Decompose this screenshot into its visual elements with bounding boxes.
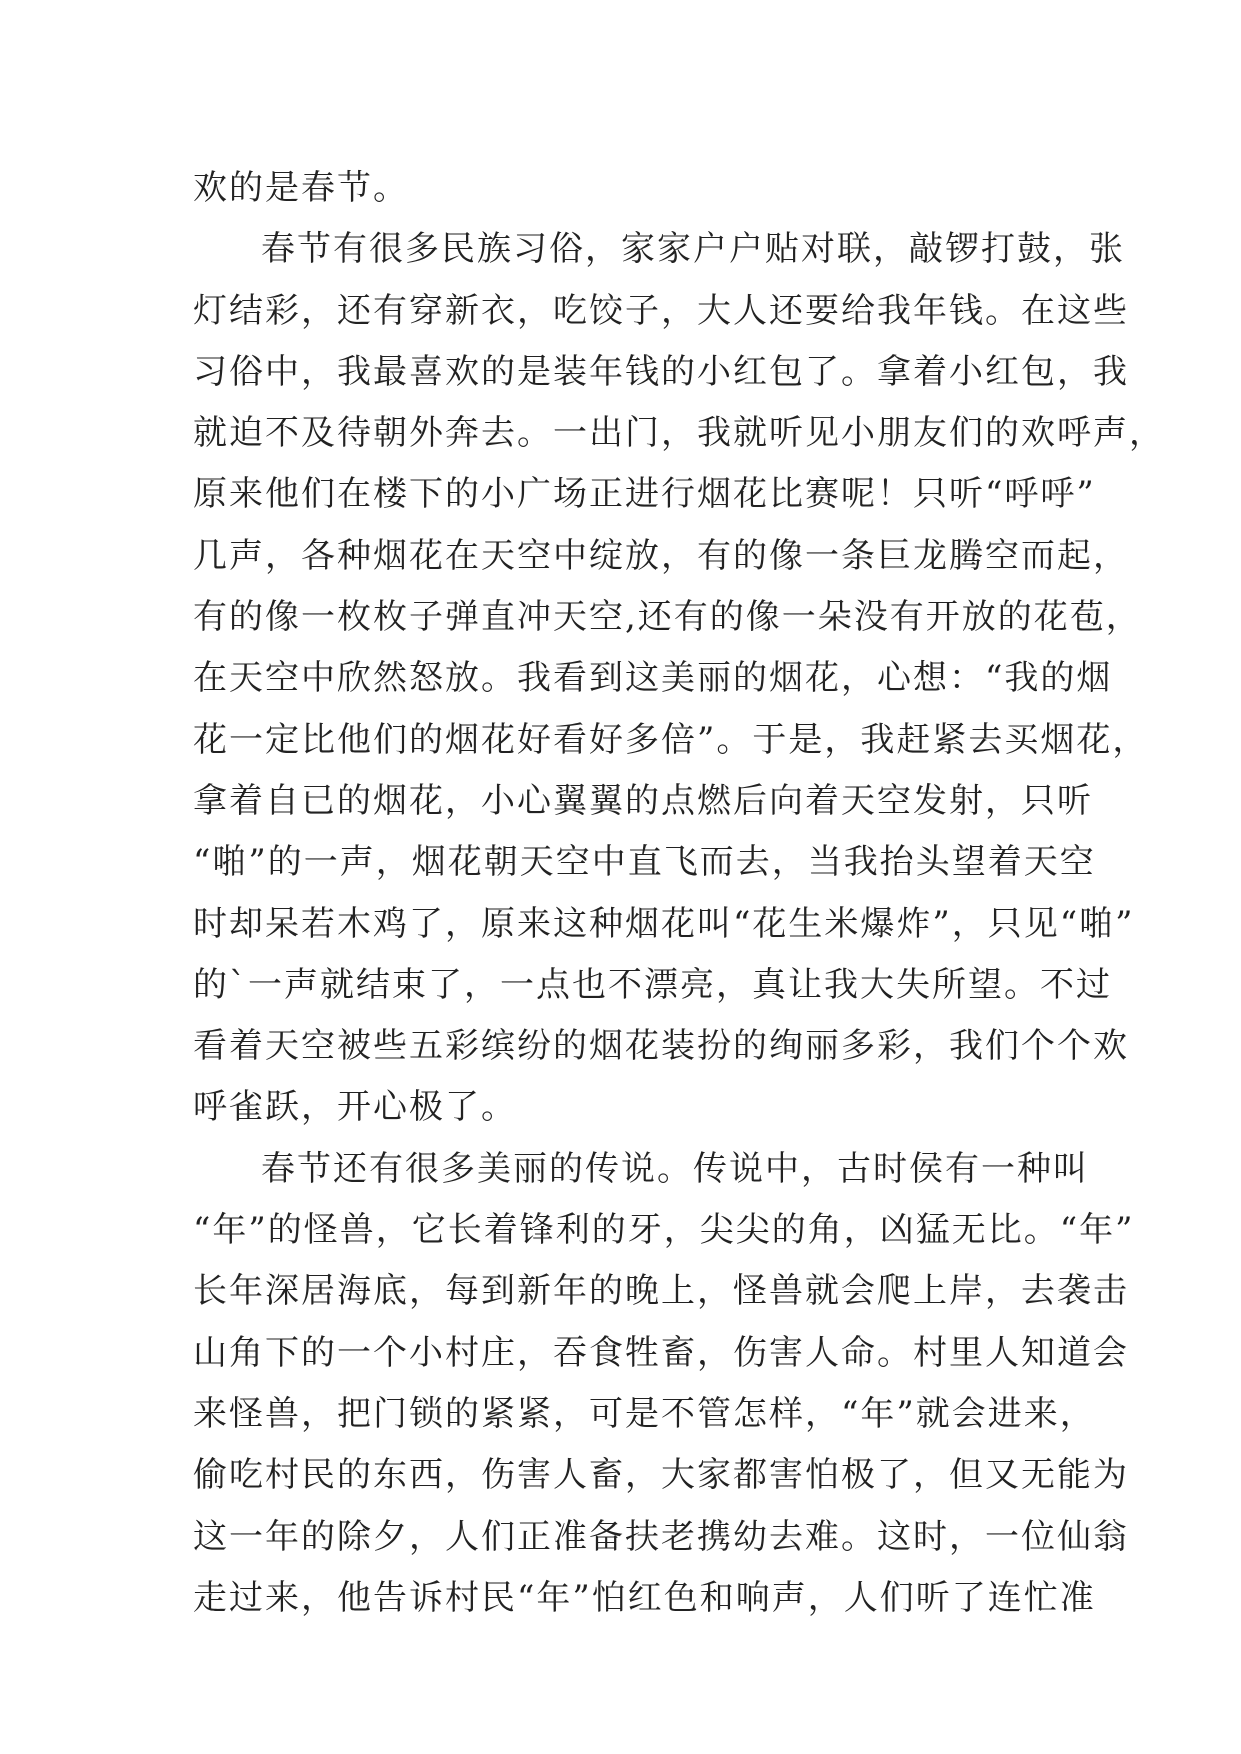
text-line: 花一定比他们的烟花好看好多倍”。于是，我赶紧去买烟花， — [193, 719, 1149, 760]
text-line: 习俗中，我最喜欢的是装年钱的小红包了。拿着小红包，我 — [193, 351, 1129, 392]
text-line: 的`一声就结束了，一点也不漂亮，真让我大失所望。不过 — [193, 964, 1112, 1005]
text-line: 看着天空被些五彩缤纷的烟花装扮的绚丽多彩，我们个个欢 — [193, 1026, 1129, 1067]
text-line: 这一年的除夕，人们正准备扶老携幼去难。这时，一位仙翁 — [193, 1516, 1129, 1557]
text-line: 拿着自已的烟花，小心翼翼的点燃后向着天空发射，只听 — [193, 780, 1093, 821]
text-line: 长年深居海底，每到新年的晚上，怪兽就会爬上岸，去袭击 — [193, 1271, 1129, 1312]
text-line: 就迫不及待朝外奔去。一出门，我就听见小朋友们的欢呼声， — [193, 413, 1165, 454]
text-line: 呼雀跃，开心极了。 — [193, 1087, 517, 1128]
text-line: 有的像一枚枚子弹直冲天空,还有的像一朵没有开放的花苞， — [193, 597, 1142, 638]
text-line: 在天空中欣然怒放。我看到这美丽的烟花，心想：“我的烟 — [193, 658, 1113, 699]
text-line: 春节还有很多美丽的传说。传说中，古时侯有一种叫 — [261, 1148, 1089, 1189]
text-line: 春节有很多民族习俗，家家户户贴对联，敲锣打鼓，张 — [261, 229, 1125, 270]
text-line: “年”的怪兽，它长着锋利的牙，尖尖的角，凶猛无比。“年” — [193, 1210, 1135, 1251]
text-line: 几声，各种烟花在天空中绽放，有的像一条巨龙腾空而起， — [193, 535, 1129, 576]
text-line: “啪”的一声，烟花朝天空中直飞而去，当我抬头望着天空 — [193, 842, 1096, 883]
text-line: 来怪兽，把门锁的紧紧，可是不管怎样，“年”就会进来， — [193, 1393, 1096, 1434]
text-line: 灯结彩，还有穿新衣，吃饺子，大人还要给我年钱。在这些 — [193, 290, 1129, 331]
text-line: 欢的是春节。 — [193, 168, 409, 208]
essay-body — [193, 158, 1165, 1629]
text-line: 时却呆若木鸡了，原来这种烟花叫“花生米爆炸”，只见“啪” — [193, 903, 1135, 944]
text-line: 偷吃村民的东西，伤害人畜，大家都害怕极了，但又无能为 — [193, 1455, 1129, 1496]
text-line: 原来他们在楼下的小广场正进行烟花比赛呢！只听“呼呼” — [193, 474, 1096, 515]
text-line: 走过来，他告诉村民“年”怕红色和响声，人们听了连忙准 — [193, 1577, 1096, 1618]
text-line: 山角下的一个小村庄，吞食牲畜，伤害人命。村里人知道会 — [193, 1332, 1129, 1373]
